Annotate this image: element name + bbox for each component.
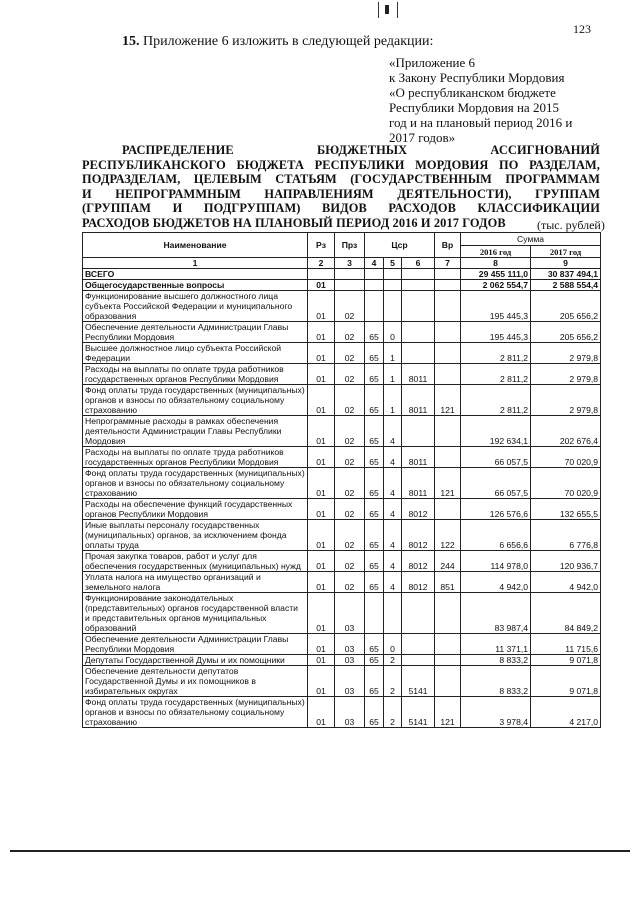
cell-sum-2017: 4 942,0: [531, 572, 601, 593]
cell-csr-direction: 8012: [402, 499, 435, 520]
index-cell: 5: [384, 258, 402, 269]
cell-name: Расходы на выплаты по оплате труда работников государственных органов Республики Мордовия: [83, 364, 308, 385]
table-row: [83, 468, 601, 499]
cell-name: Прочая закупка товаров, работ и услуг для обеспечения государственных (муниципальных) нужд: [83, 551, 308, 572]
table-row: [83, 343, 601, 364]
cell-name: Обеспечение деятельности Администрации Главы Республики Мордовия: [83, 322, 308, 343]
cell-csr-direction: [402, 634, 435, 655]
cell-csr-subprogram: 2: [384, 697, 402, 728]
cell-prz: 02: [335, 416, 365, 447]
cell-name: Обеспечение деятельности Администрации Главы Республики Мордовия: [83, 634, 308, 655]
cell-name: Общегосударственные вопросы: [83, 280, 308, 291]
cell-csr-program: 65: [365, 416, 384, 447]
table-row: [83, 520, 601, 551]
cell-sum-2017: 2 979,8: [531, 385, 601, 416]
table-row: [83, 385, 601, 416]
cell-vr: [435, 634, 461, 655]
cell-csr-program: 65: [365, 343, 384, 364]
cell-sum-2016: 2 811,2: [461, 385, 531, 416]
cell-csr-subprogram: 4: [384, 468, 402, 499]
cell-sum-2016: 8 833,2: [461, 655, 531, 666]
cell-csr-program: 65: [365, 655, 384, 666]
cell-rz: 01: [308, 572, 335, 593]
cell-prz: 02: [335, 364, 365, 385]
cell-csr-subprogram: 4: [384, 499, 402, 520]
cell-csr-program: [365, 291, 384, 322]
index-cell: 4: [365, 258, 384, 269]
cell-sum-2017: 2 979,8: [531, 343, 601, 364]
cell-sum-2016: 2 811,2: [461, 364, 531, 385]
cell-rz: 01: [308, 551, 335, 572]
cell-csr-subprogram: 1: [384, 364, 402, 385]
index-cell: 2: [308, 258, 335, 269]
cell-prz: 03: [335, 697, 365, 728]
cell-prz: 03: [335, 593, 365, 634]
appendix-reference: [389, 55, 572, 145]
cell-sum-2016: 3 978,4: [461, 697, 531, 728]
amendment-number: 15.: [122, 34, 140, 49]
cell-prz: [335, 269, 365, 280]
cell-vr: [435, 269, 461, 280]
amendment-intro: [122, 34, 433, 50]
table-row: [83, 666, 601, 697]
units-label: (тыс. рублей): [537, 218, 605, 232]
cell-name: Обеспечение деятельности депутатов Государственной Думы и их помощников в избирательных округах: [83, 666, 308, 697]
cell-prz: 03: [335, 666, 365, 697]
cell-sum-2016: 195 445,3: [461, 291, 531, 322]
index-cell: 1: [83, 258, 308, 269]
cell-prz: 02: [335, 322, 365, 343]
cell-rz: 01: [308, 416, 335, 447]
cell-vr: 121: [435, 697, 461, 728]
cell-csr-subprogram: 4: [384, 572, 402, 593]
cell-csr-subprogram: [384, 269, 402, 280]
cell-sum-2017: 205 656,2: [531, 322, 601, 343]
cell-prz: 03: [335, 655, 365, 666]
cell-prz: 02: [335, 468, 365, 499]
cell-csr-subprogram: 2: [384, 655, 402, 666]
cell-vr: [435, 416, 461, 447]
table-row: [83, 364, 601, 385]
cell-prz: 02: [335, 520, 365, 551]
appendix-line: год и на плановый период 2016 и: [389, 115, 573, 130]
cell-vr: 851: [435, 572, 461, 593]
cell-rz: 01: [308, 322, 335, 343]
cell-rz: 01: [308, 634, 335, 655]
cell-csr-direction: 8012: [402, 572, 435, 593]
cell-prz: 02: [335, 291, 365, 322]
appendix-line: «Приложение 6: [389, 55, 476, 70]
cell-vr: [435, 593, 461, 634]
cell-csr-program: [365, 593, 384, 634]
title-line: РАСХОДОВ БЮДЖЕТОВ НА ПЛАНОВЫЙ ПЕРИОД 2016 И 2017 ГОДОВ: [82, 215, 506, 230]
table-row: [83, 593, 601, 634]
cell-prz: 02: [335, 343, 365, 364]
cell-sum-2017: 9 071,8: [531, 655, 601, 666]
cell-csr-direction: [402, 593, 435, 634]
table-row: [83, 269, 601, 280]
header-2017: 2017 год: [531, 246, 601, 258]
budget-table: [82, 232, 601, 728]
header-name: Наименование: [83, 233, 308, 258]
cell-vr: [435, 655, 461, 666]
index-cell: 3: [335, 258, 365, 269]
cell-csr-direction: [402, 291, 435, 322]
amendment-text: Приложение 6 изложить в следующей редакции:: [143, 34, 434, 49]
cell-csr-subprogram: 0: [384, 634, 402, 655]
cell-csr-program: 65: [365, 364, 384, 385]
cell-csr-direction: 8011: [402, 447, 435, 468]
cell-csr-program: 65: [365, 468, 384, 499]
cell-rz: 01: [308, 593, 335, 634]
table-row: [83, 416, 601, 447]
cell-rz: 01: [308, 280, 335, 291]
cell-sum-2017: 11 715,6: [531, 634, 601, 655]
cell-sum-2017: 70 020,9: [531, 447, 601, 468]
header-vr: Вр: [435, 233, 461, 258]
cell-csr-program: 65: [365, 385, 384, 416]
cell-name: Функционирование высшего должностного лица субъекта Российской Федерации и муниципального образования: [83, 291, 308, 322]
cell-sum-2016: 11 371,1: [461, 634, 531, 655]
cell-vr: 121: [435, 385, 461, 416]
cell-rz: [308, 269, 335, 280]
cell-sum-2016: 195 445,3: [461, 322, 531, 343]
cell-sum-2017: 70 020,9: [531, 468, 601, 499]
appendix-line: Республики Мордовия на 2015: [389, 100, 559, 115]
cell-csr-program: 65: [365, 499, 384, 520]
cell-csr-subprogram: [384, 291, 402, 322]
cell-rz: 01: [308, 520, 335, 551]
appendix-line: «О республиканском бюджете: [389, 85, 556, 100]
cell-sum-2017: 9 071,8: [531, 666, 601, 697]
cell-name: Функционирование законодательных (представительных) органов государственной власти и представительных органов муниципальных образований: [83, 593, 308, 634]
cell-vr: [435, 499, 461, 520]
cell-csr-direction: 8011: [402, 385, 435, 416]
table-row: [83, 572, 601, 593]
cell-sum-2016: 66 057,5: [461, 447, 531, 468]
table-row: [83, 499, 601, 520]
cell-csr-subprogram: [384, 593, 402, 634]
cell-csr-subprogram: 1: [384, 343, 402, 364]
cell-sum-2016: 126 576,6: [461, 499, 531, 520]
cell-csr-direction: [402, 322, 435, 343]
cell-sum-2017: 2 979,8: [531, 364, 601, 385]
cell-csr-program: 65: [365, 447, 384, 468]
cell-csr-program: 65: [365, 520, 384, 551]
cell-name: Фонд оплаты труда государственных (муниципальных) органов и взносы по обязательному социальному страхованию: [83, 385, 308, 416]
cell-csr-program: [365, 280, 384, 291]
cell-prz: [335, 280, 365, 291]
table-body: [83, 258, 601, 728]
cell-vr: 121: [435, 468, 461, 499]
cell-csr-program: 65: [365, 697, 384, 728]
table-row: [83, 322, 601, 343]
cell-csr-program: 65: [365, 666, 384, 697]
cell-csr-direction: [402, 655, 435, 666]
cell-sum-2017: 30 837 494,1: [531, 269, 601, 280]
cell-csr-subprogram: 0: [384, 322, 402, 343]
cell-name: Высшее должностное лицо субъекта Российской Федерации: [83, 343, 308, 364]
cell-sum-2016: 66 057,5: [461, 468, 531, 499]
cell-csr-direction: 8012: [402, 551, 435, 572]
cell-rz: 01: [308, 447, 335, 468]
cell-sum-2017: 4 217,0: [531, 697, 601, 728]
table-row: [83, 655, 601, 666]
cell-prz: 02: [335, 551, 365, 572]
cell-sum-2016: 192 634,1: [461, 416, 531, 447]
index-cell: 9: [531, 258, 601, 269]
title-line: РАСПРЕДЕЛЕНИЕ БЮДЖЕТНЫХ АССИГНОВАНИЙ: [122, 143, 600, 157]
cell-rz: 01: [308, 291, 335, 322]
cell-csr-subprogram: [384, 280, 402, 291]
cell-sum-2017: 132 655,5: [531, 499, 601, 520]
cell-csr-direction: [402, 416, 435, 447]
column-index-row: [83, 258, 601, 269]
cell-sum-2017: 202 676,4: [531, 416, 601, 447]
cell-name: Иные выплаты персоналу государственных (муниципальных) органов, за исключением фонда оплаты труда: [83, 520, 308, 551]
cell-csr-subprogram: 1: [384, 385, 402, 416]
page-number: 123: [573, 22, 591, 36]
index-cell: 6: [402, 258, 435, 269]
scan-binding-mark: [378, 2, 398, 18]
appendix-line: 2017 годов»: [389, 130, 456, 145]
header-prz: Прз: [335, 233, 365, 258]
cell-vr: [435, 666, 461, 697]
cell-name: ВСЕГО: [83, 269, 308, 280]
document-title: [82, 143, 600, 230]
cell-csr-subprogram: 4: [384, 520, 402, 551]
cell-name: Фонд оплаты труда государственных (муниципальных) органов и взносы по обязательному социальному страхованию: [83, 697, 308, 728]
cell-csr-direction: [402, 269, 435, 280]
cell-rz: 01: [308, 343, 335, 364]
cell-name: Расходы на выплаты по оплате труда работников государственных органов Республики Мордовия: [83, 447, 308, 468]
cell-sum-2016: 2 811,2: [461, 343, 531, 364]
cell-csr-subprogram: 4: [384, 416, 402, 447]
cell-prz: 02: [335, 385, 365, 416]
title-line: ПОДРАЗДЕЛАМ, ЦЕЛЕВЫМ СТАТЬЯМ (ГОСУДАРСТВЕННЫМ ПРОГРАММАМ: [82, 172, 600, 186]
cell-sum-2016: 8 833,2: [461, 666, 531, 697]
cell-rz: 01: [308, 468, 335, 499]
cell-csr-direction: 8011: [402, 364, 435, 385]
cell-vr: [435, 343, 461, 364]
cell-csr-program: [365, 269, 384, 280]
cell-sum-2017: 120 936,7: [531, 551, 601, 572]
cell-csr-direction: [402, 343, 435, 364]
cell-csr-direction: 5141: [402, 697, 435, 728]
cell-rz: 01: [308, 385, 335, 416]
appendix-line: к Закону Республики Мордовия: [389, 70, 565, 85]
cell-prz: 02: [335, 499, 365, 520]
cell-sum-2016: 4 942,0: [461, 572, 531, 593]
table-row: [83, 634, 601, 655]
cell-sum-2016: 83 987,4: [461, 593, 531, 634]
cell-prz: 02: [335, 447, 365, 468]
page-bottom-rule: [10, 850, 630, 852]
index-cell: 8: [461, 258, 531, 269]
cell-csr-program: 65: [365, 551, 384, 572]
cell-csr-subprogram: 2: [384, 666, 402, 697]
cell-sum-2016: 114 978,0: [461, 551, 531, 572]
cell-csr-subprogram: 4: [384, 551, 402, 572]
cell-vr: 122: [435, 520, 461, 551]
cell-rz: 01: [308, 364, 335, 385]
cell-name: Уплата налога на имущество организаций и земельного налога: [83, 572, 308, 593]
cell-csr-program: 65: [365, 322, 384, 343]
cell-sum-2017: 205 656,2: [531, 291, 601, 322]
cell-csr-subprogram: 4: [384, 447, 402, 468]
cell-csr-direction: 8012: [402, 520, 435, 551]
cell-sum-2017: 6 776,8: [531, 520, 601, 551]
cell-sum-2017: 84 849,2: [531, 593, 601, 634]
cell-csr-direction: [402, 280, 435, 291]
cell-vr: [435, 322, 461, 343]
cell-vr: [435, 291, 461, 322]
cell-vr: [435, 447, 461, 468]
cell-sum-2017: 2 588 554,4: [531, 280, 601, 291]
index-cell: 7: [435, 258, 461, 269]
cell-vr: [435, 364, 461, 385]
cell-name: Непрограммные расходы в рамках обеспечения деятельности Администрации Главы Республики Мордовия: [83, 416, 308, 447]
cell-rz: 01: [308, 666, 335, 697]
table-row: [83, 280, 601, 291]
table-row: [83, 551, 601, 572]
cell-rz: 01: [308, 499, 335, 520]
cell-sum-2016: 6 656,6: [461, 520, 531, 551]
title-line: РЕСПУБЛИКАНСКОГО БЮДЖЕТА РЕСПУБЛИКИ МОРДОВИЯ ПО РАЗДЕЛАМ,: [82, 157, 600, 172]
cell-csr-program: 65: [365, 572, 384, 593]
cell-csr-direction: 8011: [402, 468, 435, 499]
header-rz: Рз: [308, 233, 335, 258]
table-row: [83, 291, 601, 322]
cell-sum-2016: 2 062 554,7: [461, 280, 531, 291]
cell-csr-program: 65: [365, 634, 384, 655]
header-sum: Сумма: [461, 233, 601, 246]
header-2016: 2016 год: [461, 246, 531, 258]
cell-csr-direction: 5141: [402, 666, 435, 697]
cell-name: Депутаты Государственной Думы и их помощники: [83, 655, 308, 666]
cell-sum-2016: 29 455 111,0: [461, 269, 531, 280]
cell-rz: 01: [308, 655, 335, 666]
table-row: [83, 447, 601, 468]
table-row: [83, 697, 601, 728]
cell-vr: [435, 280, 461, 291]
header-csr: Цср: [365, 233, 435, 258]
cell-prz: 02: [335, 572, 365, 593]
cell-rz: 01: [308, 697, 335, 728]
cell-vr: 244: [435, 551, 461, 572]
cell-prz: 03: [335, 634, 365, 655]
cell-name: Расходы на обеспечение функций государственных органов Республики Мордовия: [83, 499, 308, 520]
title-line: И НЕПРОГРАММНЫМ НАПРАВЛЕНИЯМ ДЕЯТЕЛЬНОСТИ), ГРУППАМ: [82, 186, 600, 201]
cell-name: Фонд оплаты труда государственных (муниципальных) органов и взносы по обязательному социальному страхованию: [83, 468, 308, 499]
title-line: (ГРУППАМ И ПОДГРУППАМ) ВИДОВ РАСХОДОВ КЛАССИФИКАЦИИ: [82, 201, 600, 215]
